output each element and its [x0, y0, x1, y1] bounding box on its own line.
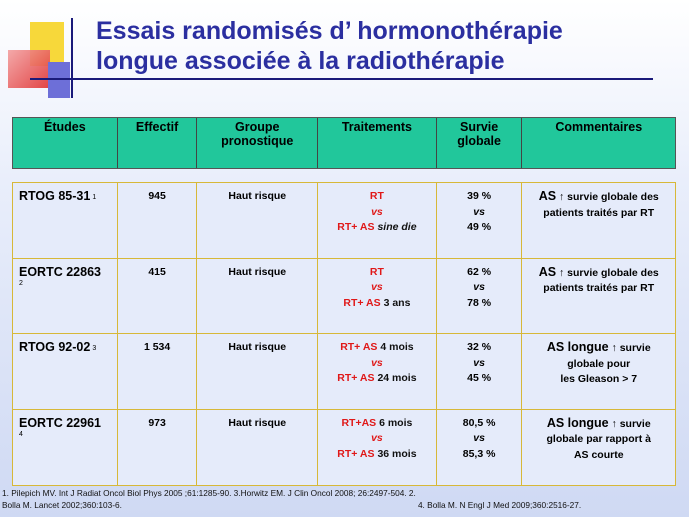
table-row	[13, 183, 675, 259]
table-row	[13, 334, 675, 410]
comment-line-2: patients traités par RT	[543, 282, 655, 294]
comment-line-3: les Gleason > 7	[560, 373, 638, 385]
study-name: EORTC 22961	[19, 415, 101, 430]
survie-a: 32 %	[467, 341, 492, 353]
comment-text: survie globale des	[567, 266, 659, 279]
header-survie	[437, 118, 523, 168]
treatment-b-rest: 36 mois	[377, 447, 417, 460]
comment-line-2: globale pour	[567, 357, 631, 370]
traitement-cell	[318, 410, 437, 486]
treatment-a	[318, 340, 436, 356]
treatment-vs: vs	[371, 281, 383, 293]
up-arrow-icon: ↑	[558, 191, 565, 203]
study-ref: 2	[19, 280, 23, 287]
title-line-2: longue associée à la radiothérapie	[96, 47, 505, 75]
comment-lead: AS	[538, 264, 557, 279]
survie-vs: vs	[473, 432, 485, 444]
groupe-cell: Haut risque	[197, 259, 318, 334]
survie-vs: vs	[473, 356, 485, 369]
treatment-b	[318, 296, 436, 312]
table-header	[12, 117, 676, 169]
comment-line-1	[522, 416, 675, 433]
survie-cell	[437, 334, 523, 409]
survie-b: 78 %	[467, 296, 492, 309]
treatment-a-main: RT+ AS	[340, 341, 378, 353]
survie-a: 39 %	[467, 190, 492, 202]
slide-title	[96, 16, 686, 76]
survie-a: 62 %	[467, 265, 492, 278]
comment-cell	[522, 334, 675, 409]
study-name-cell	[13, 183, 118, 258]
decorative-blue-square	[48, 62, 70, 98]
study-name: RTOG 92-02	[19, 340, 91, 354]
comment-cell	[522, 410, 675, 486]
study-name-cell	[13, 334, 118, 409]
treatment-a: RT	[369, 265, 384, 278]
comment-lead: AS longue	[546, 340, 609, 354]
effectif-cell: 1 534	[118, 334, 198, 409]
survie-b: 85,3 %	[462, 447, 496, 460]
title-underline	[30, 78, 653, 80]
survie-b: 45 %	[467, 372, 492, 384]
up-arrow-icon: ↑	[611, 417, 617, 430]
treatment-a-main: RT+AS	[341, 416, 377, 429]
survie-cell	[437, 410, 523, 486]
survie-vs: vs	[473, 281, 485, 293]
table-row	[13, 410, 675, 486]
reference-line-2	[2, 499, 686, 511]
survie-a: 80,5 %	[462, 416, 496, 429]
header-studies: Études	[13, 118, 118, 168]
treatment-b-main: RT+ AS	[343, 296, 381, 309]
treatment-b-main: RT+ AS	[337, 221, 375, 233]
header-effectif: Effectif	[118, 118, 198, 168]
table-row	[13, 259, 675, 335]
decorative-red-square	[8, 50, 50, 88]
comment-line-1	[522, 189, 675, 206]
comment-lead: AS longue	[546, 415, 609, 430]
treatment-b-rest: 24 mois	[377, 372, 417, 384]
treatment-b-main: RT+ AS	[337, 447, 375, 460]
reference-4: 4. Bolla M. N Engl J Med 2009;360:2516-27.	[417, 500, 582, 510]
groupe-cell: Haut risque	[197, 334, 318, 409]
treatment-b	[318, 220, 436, 236]
comment-line-2: patients traités par RT	[543, 206, 655, 219]
study-ref: 4	[19, 431, 23, 438]
treatment-vs: vs	[371, 356, 383, 369]
groupe-cell: Haut risque	[197, 410, 318, 486]
traitement-cell	[318, 259, 437, 334]
header-survie-line1: Survie	[459, 120, 499, 134]
survie-cell	[437, 259, 523, 334]
effectif-cell: 945	[118, 183, 198, 258]
references	[2, 487, 686, 511]
treatment-a-rest: 4 mois	[380, 341, 414, 353]
study-name: EORTC 22863	[19, 264, 101, 279]
survie-vs: vs	[473, 205, 485, 218]
traitement-cell	[318, 334, 437, 409]
treatment-vs: vs	[371, 432, 383, 444]
comment-text: survie	[619, 342, 651, 354]
title-line-1: Essais randomisés d’ hormonothérapie	[96, 17, 563, 45]
study-ref: 1	[92, 194, 97, 201]
treatment-vs: vs	[371, 205, 383, 218]
comment-line-2: globale par rapport à	[546, 433, 651, 445]
header-groupe	[197, 118, 318, 168]
survie-b: 49 %	[467, 221, 492, 233]
comment-line-1	[522, 340, 675, 357]
comment-lead: AS	[538, 189, 557, 203]
effectif-cell: 973	[118, 410, 198, 486]
traitement-cell	[318, 183, 437, 258]
header-traitements: Traitements	[318, 118, 437, 168]
treatment-a: RT	[369, 190, 384, 202]
up-arrow-icon: ↑	[611, 342, 617, 354]
treatment-b-rest: 3 ans	[383, 296, 411, 309]
survie-cell	[437, 183, 523, 258]
decorative-vertical-line	[71, 18, 73, 98]
study-name-cell	[13, 410, 118, 486]
effectif-cell: 415	[118, 259, 198, 334]
groupe-cell: Haut risque	[197, 183, 318, 258]
comment-line-3: AS courte	[573, 448, 624, 461]
comment-line-1	[522, 265, 675, 282]
treatment-a-rest: 6 mois	[379, 416, 413, 429]
up-arrow-icon: ↑	[558, 266, 565, 279]
comment-cell	[522, 259, 675, 334]
comment-cell	[522, 183, 675, 258]
comment-text: survie	[619, 417, 651, 430]
header-groupe-line2: pronostique	[221, 134, 294, 148]
treatment-b	[318, 371, 436, 387]
treatment-b-rest: sine die	[377, 221, 417, 233]
treatment-b	[318, 447, 436, 463]
study-name: RTOG 85-31	[19, 189, 91, 203]
study-name-cell	[13, 259, 118, 334]
header-groupe-line1: Groupe	[235, 120, 280, 134]
treatment-b-main: RT+ AS	[337, 372, 375, 384]
treatment-a	[318, 416, 436, 432]
study-ref: 3	[92, 345, 97, 352]
comment-text: survie globale des	[567, 191, 659, 203]
reference-line-1: 1. Pilepich MV. Int J Radiat Oncol Biol Phys 2005 ;61:1285-90. 3.Horwitz EM. J Clin Oncol 2008; 26:2497-504. 2.	[2, 488, 416, 498]
reference-2: Bolla M. Lancet 2002;360:103-6.	[2, 500, 122, 510]
header-commentaires: Commentaires	[555, 120, 643, 134]
header-survie-line2: globale	[457, 134, 501, 148]
table-body	[12, 182, 676, 486]
